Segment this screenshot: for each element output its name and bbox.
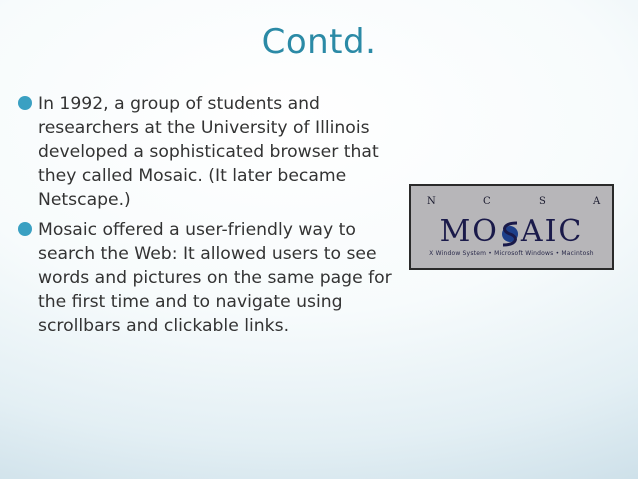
logo-letter-c: C xyxy=(483,196,491,207)
mosaic-logo-image xyxy=(409,184,614,270)
globe-s-icon xyxy=(499,217,521,247)
bullet-item xyxy=(18,218,408,338)
logo-letter-n: N xyxy=(427,196,436,207)
logo-tagline: X Window System • Microsoft Windows • Macintosh xyxy=(429,250,594,257)
logo-word-right: AIC xyxy=(520,214,584,249)
logo-letter-s: S xyxy=(539,196,546,207)
bullet-text: Mosaic offered a user-friendly way to search the Web: It allowed users to see words and pictures on the same page for the first time and to navigate using scrollbars and clickable links. xyxy=(38,220,392,336)
slide-title: Contd. xyxy=(261,22,377,62)
bullet-list xyxy=(18,92,408,344)
bullet-item xyxy=(18,92,408,212)
bullet-dot-icon xyxy=(18,222,32,236)
logo-wordmark xyxy=(411,214,612,249)
bullet-dot-icon xyxy=(18,96,32,110)
logo-word-left: MO xyxy=(439,214,499,249)
bullet-text: In 1992, a group of students and researchers at the University of Illinois developed a sophisticated browser that they called Mosaic. (It later became Netscape.) xyxy=(38,94,379,210)
logo-letter-a: A xyxy=(593,196,601,207)
